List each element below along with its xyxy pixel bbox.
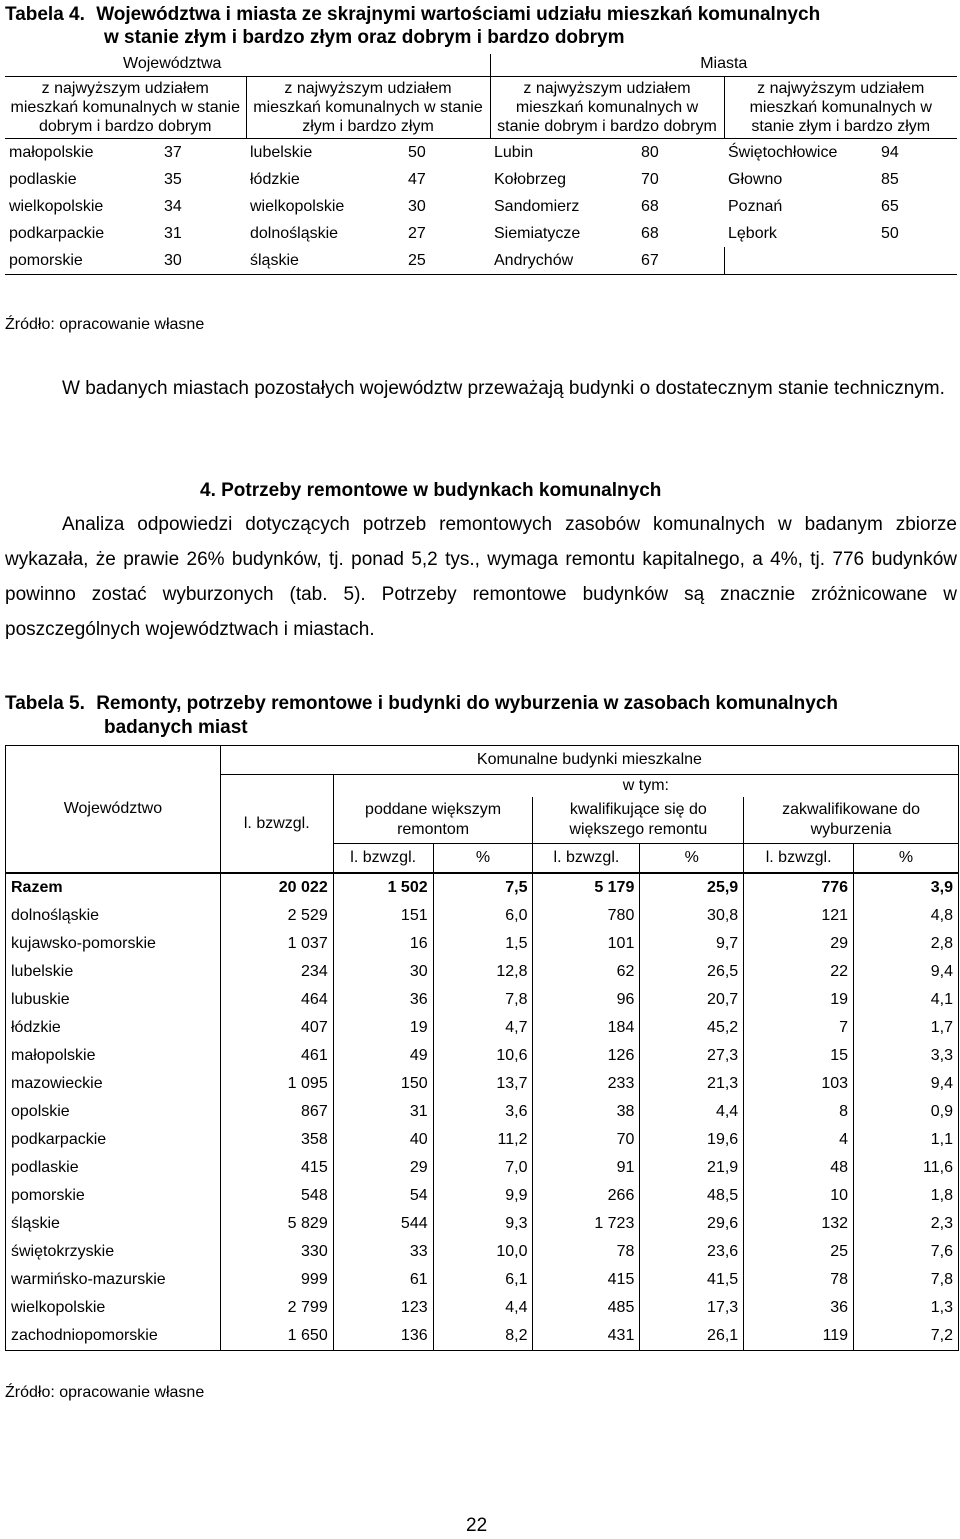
t5-value: 9,3 <box>433 1210 533 1238</box>
t5-region-name: łódzkie <box>6 1014 221 1042</box>
t5-value: 464 <box>220 986 333 1014</box>
t5-value: 10,0 <box>433 1238 533 1266</box>
t5-value: 30,8 <box>640 902 744 930</box>
t5-value: 91 <box>533 1154 640 1182</box>
t5-value: 48 <box>744 1154 854 1182</box>
table-row <box>5 139 957 167</box>
t5-value: 12,8 <box>433 958 533 986</box>
table-row <box>5 193 957 220</box>
t5-value: 2 529 <box>220 902 333 930</box>
t5-value: 1,1 <box>854 1126 959 1154</box>
t5-value: 7,8 <box>433 986 533 1014</box>
t5-header-group: Komunalne budynki mieszkalne <box>220 746 958 775</box>
t5-value: 1 095 <box>220 1070 333 1098</box>
t5-value: 19,6 <box>640 1126 744 1154</box>
t4-cell: podkarpackie <box>9 225 105 242</box>
t5-value: 29 <box>744 930 854 958</box>
tabela5-source: Źródło: opracowanie własne <box>5 1384 205 1401</box>
t5-value: 61 <box>333 1266 433 1294</box>
t4-cell: 70 <box>641 171 659 188</box>
t5-value: 233 <box>533 1070 640 1098</box>
t5-value: 6,1 <box>433 1266 533 1294</box>
table-row <box>6 930 959 958</box>
t5-value: 9,7 <box>640 930 744 958</box>
table-row <box>6 1210 959 1238</box>
t5-value: 49 <box>333 1042 433 1070</box>
t5-region-name: śląskie <box>6 1210 221 1238</box>
t5-unit: % <box>433 844 533 874</box>
t5-value: 123 <box>333 1294 433 1322</box>
t5-value: 1,5 <box>433 930 533 958</box>
table-row <box>6 986 959 1014</box>
t5-value: 780 <box>533 902 640 930</box>
t5-value: 4,1 <box>854 986 959 1014</box>
group-miasta: Miasta <box>700 55 748 72</box>
t5-value: 20 022 <box>220 873 333 902</box>
t5-value: 7,0 <box>433 1154 533 1182</box>
t5-value: 4,4 <box>433 1294 533 1322</box>
t4-cell: 85 <box>881 171 899 188</box>
t5-value: 6,0 <box>433 902 533 930</box>
tabela4-caption <box>5 3 960 26</box>
t5-value: 54 <box>333 1182 433 1210</box>
t4-cell: dolnośląskie <box>250 225 339 242</box>
t5-value: 4,4 <box>640 1098 744 1126</box>
tabela4-title-line1: Województwa i miasta ze skrajnymi wartościami udziału mieszkań komunalnych <box>96 4 821 25</box>
t5-region-name: podlaskie <box>6 1154 221 1182</box>
t5-value: 7,5 <box>433 873 533 902</box>
t5-value: 23,6 <box>640 1238 744 1266</box>
t5-value: 266 <box>533 1182 640 1210</box>
tabela4-title-line2: w stanie złym i bardzo złym oraz dobrym i bardzo dobrym <box>104 27 625 48</box>
t5-value: 62 <box>533 958 640 986</box>
t5-value: 19 <box>744 986 854 1014</box>
t5-value: 70 <box>533 1126 640 1154</box>
t5-value: 25,9 <box>640 873 744 902</box>
t4-cell: Andrychów <box>490 247 637 275</box>
t5-value: 132 <box>744 1210 854 1238</box>
table-row <box>6 1238 959 1266</box>
t5-value: 867 <box>220 1098 333 1126</box>
t4-cell: małopolskie <box>5 139 160 167</box>
t5-value: 31 <box>333 1098 433 1126</box>
t4-cell: 25 <box>404 247 490 275</box>
t5-value: 15 <box>744 1042 854 1070</box>
t4-cell: 50 <box>881 225 899 242</box>
t5-value: 27,3 <box>640 1042 744 1070</box>
table-row <box>5 220 957 247</box>
t4-cell: podlaskie <box>9 171 77 188</box>
t4-cell: 31 <box>164 225 182 242</box>
t4-cell: Poznań <box>728 198 783 215</box>
t5-unit: l. bzwzgl. <box>744 844 854 874</box>
t5-value: 415 <box>533 1266 640 1294</box>
t5-value: 33 <box>333 1238 433 1266</box>
t5-value: 7,2 <box>854 1322 959 1351</box>
t5-value: 1 502 <box>333 873 433 902</box>
t5-value: 121 <box>744 902 854 930</box>
tabela4-label: Tabela 4. <box>5 4 85 25</box>
t5-value: 136 <box>333 1322 433 1351</box>
t4-cell: 27 <box>408 225 426 242</box>
t5-value: 358 <box>220 1126 333 1154</box>
t5-header-wyburzenie: zakwalifikowane do wyburzenia <box>744 797 959 844</box>
table-row <box>6 1182 959 1210</box>
table-row <box>6 1098 959 1126</box>
t5-value: 415 <box>220 1154 333 1182</box>
t5-value: 9,9 <box>433 1182 533 1210</box>
table-row <box>6 1042 959 1070</box>
table-row <box>6 1014 959 1042</box>
t5-value: 96 <box>533 986 640 1014</box>
t5-value: 78 <box>533 1238 640 1266</box>
t5-value: 1 037 <box>220 930 333 958</box>
t5-value: 776 <box>744 873 854 902</box>
table-row <box>6 1154 959 1182</box>
t5-value: 11,2 <box>433 1126 533 1154</box>
t4-cell: 50 <box>404 139 490 167</box>
t4-cell: Głowno <box>728 171 783 188</box>
t5-value: 10,6 <box>433 1042 533 1070</box>
t4-cell: 67 <box>637 247 724 275</box>
t5-header-poddane: poddane większym remontom <box>333 797 533 844</box>
t5-value: 26,1 <box>640 1322 744 1351</box>
t5-value: 1,7 <box>854 1014 959 1042</box>
t5-value: 126 <box>533 1042 640 1070</box>
t4-cell: 34 <box>164 198 182 215</box>
table-row <box>6 1322 959 1351</box>
t5-header-woj: Województwo <box>6 746 221 874</box>
t5-value: 36 <box>744 1294 854 1322</box>
table-row <box>6 1266 959 1294</box>
t5-unit: l. bzwzgl. <box>533 844 640 874</box>
t4-cell: Lębork <box>728 225 777 242</box>
t4-cell: 94 <box>877 139 957 167</box>
t5-value: 41,5 <box>640 1266 744 1294</box>
t5-region-name: świętokrzyskie <box>6 1238 221 1266</box>
t4-cell: 65 <box>881 198 899 215</box>
t5-value: 17,3 <box>640 1294 744 1322</box>
table-row <box>6 902 959 930</box>
t5-value: 184 <box>533 1014 640 1042</box>
table-row <box>6 1070 959 1098</box>
t5-value: 16 <box>333 930 433 958</box>
t5-value: 999 <box>220 1266 333 1294</box>
t5-value: 1,3 <box>854 1294 959 1322</box>
t5-value: 10 <box>744 1182 854 1210</box>
table-row <box>6 1294 959 1322</box>
t5-value: 548 <box>220 1182 333 1210</box>
t5-value: 19 <box>333 1014 433 1042</box>
t5-value: 25 <box>744 1238 854 1266</box>
tabela5-caption <box>5 692 838 715</box>
t4-cell <box>724 247 877 275</box>
table-row <box>5 166 957 193</box>
t5-value: 1,8 <box>854 1182 959 1210</box>
t5-header-kwalifikujace: kwalifikujące się do większego remontu <box>533 797 744 844</box>
t4-cell: 30 <box>160 247 246 275</box>
t5-value: 40 <box>333 1126 433 1154</box>
t4-header-miasta-zly: z najwyższym udziałem mieszkań komunalnych w stanie złym i bardzo złym <box>724 77 957 139</box>
section-heading: 4. Potrzeby remontowe w budynkach komunalnych <box>200 480 662 501</box>
t5-value: 2,3 <box>854 1210 959 1238</box>
t4-header-woj-dobry: z najwyższym udziałem mieszkań komunalnych w stanie dobrym i bardzo dobrym <box>5 77 246 139</box>
t4-cell: łódzkie <box>250 171 300 188</box>
t5-value: 29 <box>333 1154 433 1182</box>
t5-value: 330 <box>220 1238 333 1266</box>
t5-value: 29,6 <box>640 1210 744 1238</box>
t5-header-wtym: w tym: <box>333 775 958 798</box>
t5-value: 22 <box>744 958 854 986</box>
t4-cell: 30 <box>408 198 426 215</box>
t5-value: 3,3 <box>854 1042 959 1070</box>
t5-value: 21,9 <box>640 1154 744 1182</box>
t5-unit: % <box>854 844 959 874</box>
t5-value: 30 <box>333 958 433 986</box>
t5-value: 103 <box>744 1070 854 1098</box>
t5-value: 48,5 <box>640 1182 744 1210</box>
t5-value: 8,2 <box>433 1322 533 1351</box>
t5-value: 9,4 <box>854 958 959 986</box>
t5-region-name: lubelskie <box>6 958 221 986</box>
tabela5 <box>5 745 959 1351</box>
t5-value: 26,5 <box>640 958 744 986</box>
t5-value: 7,6 <box>854 1238 959 1266</box>
t4-cell: 68 <box>641 198 659 215</box>
t5-value: 119 <box>744 1322 854 1351</box>
t5-region-name: mazowieckie <box>6 1070 221 1098</box>
t5-value: 45,2 <box>640 1014 744 1042</box>
tabela4 <box>5 54 957 275</box>
t5-region-name: wielkopolskie <box>6 1294 221 1322</box>
t5-header-lbzwgl: l. bzwzgl. <box>220 775 333 874</box>
t5-unit: % <box>640 844 744 874</box>
t5-value: 38 <box>533 1098 640 1126</box>
t5-value: 234 <box>220 958 333 986</box>
t5-value: 13,7 <box>433 1070 533 1098</box>
t5-value: 78 <box>744 1266 854 1294</box>
t5-value: 3,6 <box>433 1098 533 1126</box>
t5-unit: l. bzwzgl. <box>333 844 433 874</box>
t5-value: 4 <box>744 1126 854 1154</box>
tabela5-title-line2: badanych miast <box>104 717 248 738</box>
t4-cell: 80 <box>637 139 724 167</box>
t5-region-name: opolskie <box>6 1098 221 1126</box>
t5-value: 431 <box>533 1322 640 1351</box>
t5-region-name: warmińsko-mazurskie <box>6 1266 221 1294</box>
t4-cell: śląskie <box>246 247 404 275</box>
t5-value: 11,6 <box>854 1154 959 1182</box>
t4-cell: 37 <box>160 139 246 167</box>
t5-value: 461 <box>220 1042 333 1070</box>
t5-region-name: Razem <box>6 873 221 902</box>
group-wojewodztwa: Województwa <box>123 55 222 72</box>
t5-value: 5 829 <box>220 1210 333 1238</box>
t5-region-name: małopolskie <box>6 1042 221 1070</box>
t5-value: 7 <box>744 1014 854 1042</box>
t4-cell: 68 <box>641 225 659 242</box>
t5-value: 4,7 <box>433 1014 533 1042</box>
t4-header-miasta-dobry: z najwyższym udziałem mieszkań komunalnych w stanie dobrym i bardzo dobrym <box>490 77 724 139</box>
t4-cell: Siemiatycze <box>494 225 581 242</box>
t5-region-name: pomorskie <box>6 1182 221 1210</box>
tabela5-title-line1: Remonty, potrzeby remontowe i budynki do wyburzenia w zasobach komunalnych <box>96 693 839 714</box>
t5-value: 151 <box>333 902 433 930</box>
t5-region-name: lubuskie <box>6 986 221 1014</box>
t4-cell: lubelskie <box>246 139 404 167</box>
t4-cell: wielkopolskie <box>250 198 345 215</box>
table-row <box>6 958 959 986</box>
t5-value: 1 723 <box>533 1210 640 1238</box>
t4-cell <box>877 247 957 275</box>
t5-value: 1 650 <box>220 1322 333 1351</box>
t5-region-name: dolnośląskie <box>6 902 221 930</box>
t5-value: 2,8 <box>854 930 959 958</box>
t5-value: 8 <box>744 1098 854 1126</box>
t5-value: 2 799 <box>220 1294 333 1322</box>
t5-value: 4,8 <box>854 902 959 930</box>
t5-value: 407 <box>220 1014 333 1042</box>
t4-cell: pomorskie <box>5 247 160 275</box>
t5-value: 9,4 <box>854 1070 959 1098</box>
t5-value: 3,9 <box>854 873 959 902</box>
t4-cell: Sandomierz <box>494 198 580 215</box>
page-number: 22 <box>466 1515 488 1536</box>
t5-value: 21,3 <box>640 1070 744 1098</box>
t4-cell: Świętochłowice <box>724 139 877 167</box>
table-row <box>6 1126 959 1154</box>
t4-cell: 35 <box>164 171 182 188</box>
section-text: Analiza odpowiedzi dotyczących potrzeb remontowych zasobów komunalnych w badanym zbiorze wykazała, że prawie 26% budynków, tj. ponad 5,2 tys., wymaga remontu kapitalnego, a 4%, tj. 776 budynków powinno zostać wyburzonych (tab. 5). Potrzeby remontowe budynków są znacznie zróżnicowane w poszczególnych województwach i miastach. <box>5 514 957 640</box>
t5-value: 5 179 <box>533 873 640 902</box>
t5-value: 7,8 <box>854 1266 959 1294</box>
t5-region-name: podkarpackie <box>6 1126 221 1154</box>
table-row-total <box>6 873 959 902</box>
t5-region-name: kujawsko-pomorskie <box>6 930 221 958</box>
t5-value: 485 <box>533 1294 640 1322</box>
t4-header-woj-zly: z najwyższym udziałem mieszkań komunalnych w stanie złym i bardzo złym <box>246 77 490 139</box>
t4-cell: wielkopolskie <box>9 198 104 215</box>
tabela5-label: Tabela 5. <box>5 693 85 714</box>
t5-value: 0,9 <box>854 1098 959 1126</box>
t5-region-name: zachodniopomorskie <box>6 1322 221 1351</box>
table-row <box>5 247 957 275</box>
t5-value: 36 <box>333 986 433 1014</box>
t5-value: 150 <box>333 1070 433 1098</box>
t4-cell: Kołobrzeg <box>494 171 567 188</box>
paragraph-1: W badanych miastach pozostałych województw przeważają budynki o dostatecznym stanie technicznym. <box>62 378 945 399</box>
t4-cell: 47 <box>408 171 426 188</box>
t5-value: 20,7 <box>640 986 744 1014</box>
t4-cell: Lubin <box>490 139 637 167</box>
t5-value: 101 <box>533 930 640 958</box>
tabela4-source: Źródło: opracowanie własne <box>5 316 205 333</box>
t5-value: 544 <box>333 1210 433 1238</box>
